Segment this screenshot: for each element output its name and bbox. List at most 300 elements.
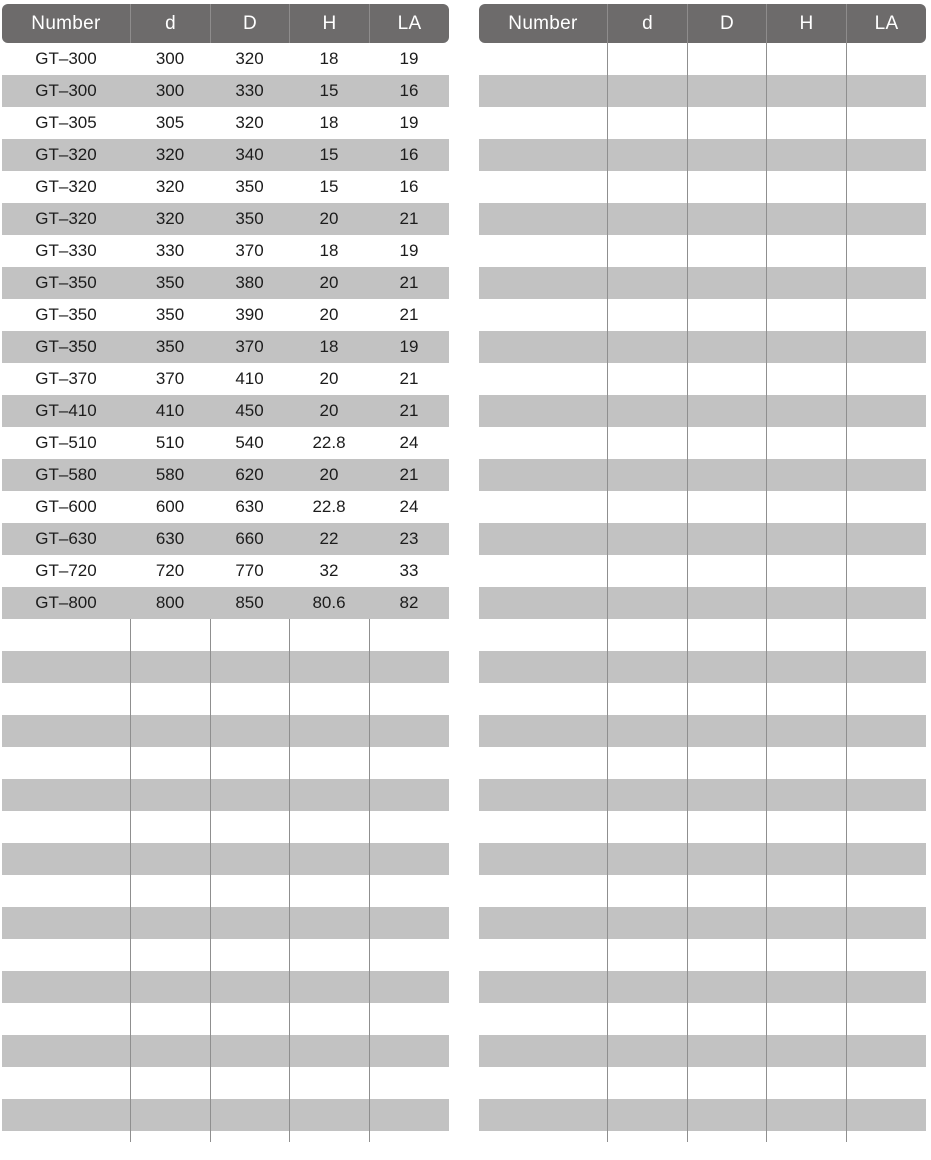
table-cell xyxy=(479,43,607,75)
table-cell xyxy=(846,491,926,523)
table-cell xyxy=(479,811,607,843)
table-cell: 19 xyxy=(399,113,419,132)
table-cell: GT–600 xyxy=(35,497,97,516)
table-cell xyxy=(130,875,210,907)
table-cell xyxy=(289,971,369,1003)
table-row[interactable] xyxy=(2,427,449,459)
table-cell xyxy=(210,619,289,651)
table-cell: 15 xyxy=(319,177,339,196)
empty-table-row xyxy=(479,395,926,427)
table-cell xyxy=(479,683,607,715)
table-cell xyxy=(369,939,449,971)
table-cell xyxy=(846,651,926,683)
table-cell xyxy=(687,459,766,491)
table-cell xyxy=(479,907,607,939)
column-header-number[interactable]: Number xyxy=(508,12,578,34)
table-cell xyxy=(2,1035,130,1067)
table-cell xyxy=(289,715,369,747)
table-cell: GT–800 xyxy=(35,593,97,612)
table-cell: 630 xyxy=(235,497,264,516)
table-cell xyxy=(289,779,369,811)
table-row[interactable] xyxy=(2,235,449,267)
table-cell: 510 xyxy=(155,433,185,452)
table-cell: 19 xyxy=(399,241,419,260)
table-cell: 22.8 xyxy=(312,497,346,516)
table-row[interactable] xyxy=(2,75,449,107)
table-cell xyxy=(687,363,766,395)
table-cell xyxy=(210,715,289,747)
column-header-D[interactable]: D xyxy=(687,4,766,43)
table-cell: 16 xyxy=(399,81,419,100)
empty-table-row xyxy=(2,811,449,843)
table-cell xyxy=(766,363,846,395)
table-cell: 320 xyxy=(235,113,264,132)
table-cell xyxy=(687,299,766,331)
table-cell xyxy=(846,1067,926,1099)
table-cell xyxy=(289,875,369,907)
table-row[interactable] xyxy=(2,363,449,395)
empty-table-row xyxy=(2,779,449,811)
table-cell xyxy=(479,299,607,331)
empty-table-row xyxy=(479,107,926,139)
table-cell xyxy=(479,555,607,587)
table-cell: GT–410 xyxy=(35,401,97,420)
table-cell: 24 xyxy=(399,433,419,452)
table-cell xyxy=(846,75,926,107)
table-cell xyxy=(479,459,607,491)
column-header-D[interactable]: D xyxy=(210,4,289,43)
empty-table-row xyxy=(479,1067,926,1099)
table-cell: GT–330 xyxy=(35,241,97,260)
empty-table-row xyxy=(479,747,926,779)
table-cell: 24 xyxy=(399,497,419,516)
table-cell xyxy=(210,843,289,875)
table-cell: 630 xyxy=(155,529,185,548)
empty-table-row xyxy=(2,683,449,715)
table-cell xyxy=(846,619,926,651)
table-cell xyxy=(607,1003,687,1035)
table-cell xyxy=(2,747,130,779)
empty-table-row xyxy=(479,299,926,331)
empty-table-row xyxy=(479,427,926,459)
column-header-number[interactable]: Number xyxy=(31,12,101,34)
table-cell xyxy=(479,235,607,267)
table-cell xyxy=(289,811,369,843)
table-cell: 350 xyxy=(235,209,264,228)
column-header-d[interactable]: d xyxy=(130,4,210,43)
table-body xyxy=(479,43,926,1131)
table-cell xyxy=(479,971,607,1003)
table-cell xyxy=(369,907,449,939)
table-cell: 21 xyxy=(399,401,419,420)
table-cell: 33 xyxy=(399,561,419,580)
table-cell xyxy=(479,171,607,203)
table-cell xyxy=(687,779,766,811)
table-cell: 450 xyxy=(235,401,264,420)
table-cell xyxy=(607,235,687,267)
table-cell xyxy=(687,971,766,1003)
table-cell xyxy=(210,683,289,715)
table-cell xyxy=(289,747,369,779)
table-cell: 20 xyxy=(319,369,339,388)
table-row[interactable] xyxy=(2,43,449,75)
table-cell: 370 xyxy=(155,369,185,388)
table-cell: 770 xyxy=(235,561,264,580)
table-cell: 330 xyxy=(235,81,264,100)
table-cell: 320 xyxy=(155,209,185,228)
table-cell xyxy=(479,139,607,171)
table-cell: GT–305 xyxy=(35,113,97,132)
table-cell: 18 xyxy=(319,337,339,356)
empty-table-row xyxy=(2,651,449,683)
table-cell xyxy=(130,651,210,683)
table-cell xyxy=(607,363,687,395)
table-cell xyxy=(687,203,766,235)
table-cell xyxy=(607,843,687,875)
table-cell: 21 xyxy=(399,209,419,228)
table-row[interactable] xyxy=(2,203,449,235)
table-cell xyxy=(766,715,846,747)
table-cell xyxy=(687,395,766,427)
table-row[interactable] xyxy=(2,299,449,331)
table-cell xyxy=(607,747,687,779)
table-cell xyxy=(766,555,846,587)
empty-table-row xyxy=(2,715,449,747)
table-cell xyxy=(607,1035,687,1067)
table-cell xyxy=(607,75,687,107)
table-cell: GT–350 xyxy=(35,273,97,292)
empty-table-row xyxy=(479,491,926,523)
table-cell: 18 xyxy=(319,241,339,260)
table-cell xyxy=(479,203,607,235)
table-cell: 22.8 xyxy=(312,433,346,452)
table-cell xyxy=(846,683,926,715)
empty-table-row xyxy=(479,971,926,1003)
table-cell xyxy=(687,619,766,651)
table-cell xyxy=(607,587,687,619)
table-cell xyxy=(210,1099,289,1131)
empty-table-row xyxy=(479,523,926,555)
table-cell xyxy=(766,43,846,75)
table-cell xyxy=(369,715,449,747)
table-row[interactable] xyxy=(2,555,449,587)
empty-table-row xyxy=(2,619,449,651)
table-cell xyxy=(846,971,926,1003)
table-cell xyxy=(766,235,846,267)
table-cell xyxy=(607,779,687,811)
table-cell: 82 xyxy=(399,593,419,612)
table-cell: 620 xyxy=(235,465,264,484)
table-cell xyxy=(687,1067,766,1099)
table-cell xyxy=(766,875,846,907)
table-cell xyxy=(687,107,766,139)
table-cell xyxy=(846,779,926,811)
table-cell xyxy=(607,139,687,171)
table-cell xyxy=(687,331,766,363)
empty-table-row xyxy=(479,1003,926,1035)
table-cell xyxy=(846,427,926,459)
empty-table-row xyxy=(479,875,926,907)
table-row[interactable] xyxy=(2,331,449,363)
table-cell xyxy=(846,395,926,427)
table-cell xyxy=(766,747,846,779)
table-cell xyxy=(846,235,926,267)
empty-table-row xyxy=(2,907,449,939)
table-cell: 660 xyxy=(235,529,264,548)
table-cell xyxy=(2,843,130,875)
table-cell xyxy=(289,1099,369,1131)
table-cell xyxy=(210,1067,289,1099)
table-row[interactable] xyxy=(2,267,449,299)
table-cell xyxy=(766,587,846,619)
table-cell xyxy=(607,491,687,523)
table-cell xyxy=(687,235,766,267)
table-cell xyxy=(846,203,926,235)
table-cell: 370 xyxy=(235,241,264,260)
table-cell xyxy=(2,971,130,1003)
table-cell xyxy=(369,843,449,875)
table-cell: 16 xyxy=(399,145,419,164)
column-divider xyxy=(687,43,688,1142)
table-cell xyxy=(607,299,687,331)
table-cell: 305 xyxy=(155,113,185,132)
table-cell: 22 xyxy=(319,529,339,548)
table-cell xyxy=(687,1035,766,1067)
empty-table-row xyxy=(479,651,926,683)
empty-table-row xyxy=(479,43,926,75)
table-cell xyxy=(766,107,846,139)
table-cell xyxy=(687,683,766,715)
table-cell xyxy=(479,939,607,971)
table-cell xyxy=(369,971,449,1003)
table-cell xyxy=(369,779,449,811)
table-cell xyxy=(210,1003,289,1035)
table-cell xyxy=(607,651,687,683)
table-cell: 19 xyxy=(399,49,419,68)
table-row[interactable] xyxy=(2,459,449,491)
table-cell xyxy=(846,1003,926,1035)
table-cell: 21 xyxy=(399,369,419,388)
table-cell: 370 xyxy=(235,337,264,356)
table-cell xyxy=(130,907,210,939)
table-cell: GT–720 xyxy=(35,561,97,580)
column-header-d[interactable]: d xyxy=(607,4,687,43)
table-cell xyxy=(369,1067,449,1099)
table-cell xyxy=(846,555,926,587)
table-cell: 720 xyxy=(155,561,185,580)
empty-table-row xyxy=(479,267,926,299)
empty-table-row xyxy=(479,1099,926,1131)
empty-table-row xyxy=(479,843,926,875)
table-cell xyxy=(846,939,926,971)
table-cell: 350 xyxy=(155,273,185,292)
table-row[interactable] xyxy=(2,107,449,139)
table-cell xyxy=(479,395,607,427)
table-cell: 20 xyxy=(319,401,339,420)
empty-table-row xyxy=(479,811,926,843)
table-cell xyxy=(766,1099,846,1131)
table-cell xyxy=(130,939,210,971)
table-cell xyxy=(479,715,607,747)
table-cell: GT–300 xyxy=(35,81,97,100)
table-cell xyxy=(479,779,607,811)
table-cell xyxy=(210,971,289,1003)
table-header xyxy=(2,4,449,43)
table-row[interactable] xyxy=(2,139,449,171)
table-cell xyxy=(369,1099,449,1131)
table-cell xyxy=(846,299,926,331)
table-cell xyxy=(687,267,766,299)
table-cell xyxy=(846,331,926,363)
table-cell: 320 xyxy=(155,145,185,164)
table-cell: 15 xyxy=(319,81,339,100)
table-cell xyxy=(607,267,687,299)
table-cell xyxy=(687,587,766,619)
table-cell xyxy=(687,555,766,587)
column-header-LA[interactable]: LA xyxy=(846,4,926,43)
table-cell xyxy=(130,779,210,811)
table-cell xyxy=(766,203,846,235)
table-cell xyxy=(479,1067,607,1099)
table-cell: 410 xyxy=(235,369,264,388)
table-cell xyxy=(687,907,766,939)
table-cell: 23 xyxy=(399,529,419,548)
table-cell xyxy=(607,811,687,843)
table-cell xyxy=(766,1003,846,1035)
table-cell xyxy=(846,587,926,619)
table-cell: GT–350 xyxy=(35,337,97,356)
table-cell: GT–510 xyxy=(35,433,97,452)
column-header-LA[interactable]: LA xyxy=(369,4,449,43)
table-cell xyxy=(846,747,926,779)
empty-table-row xyxy=(479,779,926,811)
table-cell xyxy=(766,683,846,715)
table-cell xyxy=(210,907,289,939)
table-cell xyxy=(607,203,687,235)
table-cell xyxy=(846,523,926,555)
column-divider xyxy=(130,619,131,1142)
table-row[interactable] xyxy=(2,395,449,427)
table-cell xyxy=(479,587,607,619)
table-cell: GT–320 xyxy=(35,209,97,228)
empty-table-row xyxy=(479,587,926,619)
table-cell: 410 xyxy=(155,401,185,420)
column-header-H[interactable]: H xyxy=(766,4,846,43)
empty-table-row xyxy=(479,171,926,203)
table-cell: 20 xyxy=(319,465,339,484)
table-cell xyxy=(130,971,210,1003)
empty-table-row xyxy=(479,363,926,395)
table-cell: 390 xyxy=(235,305,264,324)
table-cell xyxy=(479,267,607,299)
table-cell: 340 xyxy=(235,145,264,164)
table-cell xyxy=(607,907,687,939)
table-cell xyxy=(687,43,766,75)
table-cell xyxy=(210,875,289,907)
table-cell: 600 xyxy=(155,497,185,516)
table-cell xyxy=(766,843,846,875)
table-cell xyxy=(687,843,766,875)
table-cell xyxy=(607,619,687,651)
column-divider xyxy=(289,619,290,1142)
column-divider xyxy=(607,43,608,1142)
table-cell xyxy=(607,555,687,587)
table-cell xyxy=(687,715,766,747)
column-header-H[interactable]: H xyxy=(289,4,369,43)
table-row[interactable] xyxy=(2,171,449,203)
table-cell xyxy=(607,171,687,203)
table-cell xyxy=(479,1003,607,1035)
table-cell xyxy=(607,43,687,75)
table-cell xyxy=(2,1099,130,1131)
table-cell xyxy=(687,875,766,907)
table-cell xyxy=(687,651,766,683)
table-cell: 19 xyxy=(399,337,419,356)
table-cell: 20 xyxy=(319,273,339,292)
table-cell xyxy=(369,747,449,779)
table-cell xyxy=(607,939,687,971)
table-cell xyxy=(210,651,289,683)
parts-table-left xyxy=(2,4,449,1142)
table-cell xyxy=(2,939,130,971)
table-cell xyxy=(846,363,926,395)
table-cell xyxy=(607,523,687,555)
table-cell xyxy=(289,1035,369,1067)
table-row[interactable] xyxy=(2,523,449,555)
table-cell: GT–370 xyxy=(35,369,97,388)
table-cell xyxy=(607,107,687,139)
table-row[interactable] xyxy=(2,491,449,523)
empty-table-row xyxy=(2,1099,449,1131)
table-cell xyxy=(766,459,846,491)
table-cell: 32 xyxy=(319,561,339,580)
empty-table-row xyxy=(479,555,926,587)
empty-table-row xyxy=(2,747,449,779)
table-cell xyxy=(607,395,687,427)
table-cell: 850 xyxy=(235,593,264,612)
table-cell: 300 xyxy=(155,49,185,68)
table-cell xyxy=(2,683,130,715)
table-cell xyxy=(607,331,687,363)
table-cell xyxy=(479,491,607,523)
table-cell xyxy=(210,939,289,971)
table-cell xyxy=(766,267,846,299)
table-cell xyxy=(607,1099,687,1131)
table-cell xyxy=(289,939,369,971)
table-cell xyxy=(2,619,130,651)
empty-table-row xyxy=(479,75,926,107)
table-cell xyxy=(130,1067,210,1099)
table-cell xyxy=(479,619,607,651)
table-cell: 540 xyxy=(235,433,264,452)
table-cell xyxy=(766,171,846,203)
table-cell xyxy=(846,43,926,75)
table-cell: 330 xyxy=(155,241,185,260)
table-cell: GT–630 xyxy=(35,529,97,548)
table-cell xyxy=(846,843,926,875)
table-cell: 21 xyxy=(399,465,419,484)
empty-table-row xyxy=(479,331,926,363)
table-row[interactable] xyxy=(2,587,449,619)
table-cell xyxy=(846,171,926,203)
table-cell xyxy=(130,747,210,779)
table-body xyxy=(2,43,449,1131)
table-cell xyxy=(766,139,846,171)
table-cell: 350 xyxy=(235,177,264,196)
empty-table-row xyxy=(2,939,449,971)
table-cell xyxy=(130,1099,210,1131)
table-cell xyxy=(607,715,687,747)
